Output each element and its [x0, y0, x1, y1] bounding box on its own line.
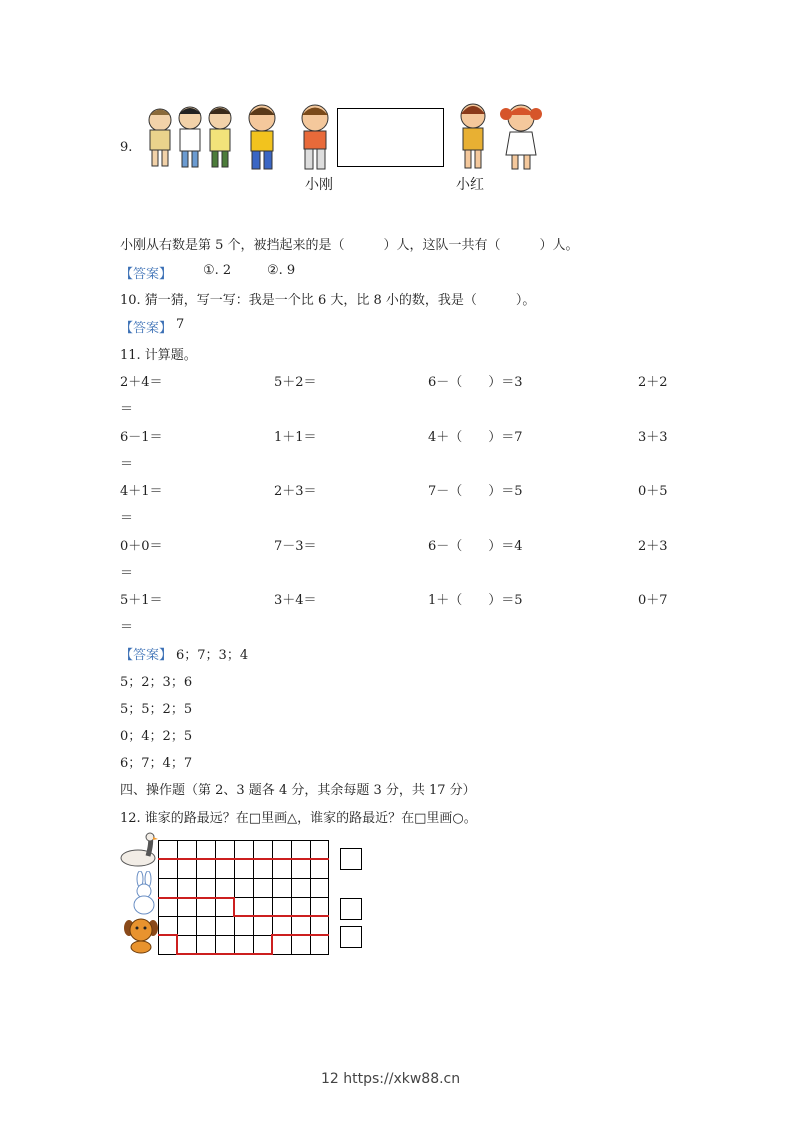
calc-cell: 4＋（ ）＝7	[428, 430, 523, 445]
goose-answer-box[interactable]	[340, 848, 362, 870]
boy-yellow-shirt-illustration	[242, 102, 282, 174]
calc-cell: 3＋4＝	[274, 593, 317, 608]
kids-group-illustration	[140, 100, 240, 175]
calc-cell: 1＋（ ）＝5	[428, 593, 523, 608]
goose-icon	[118, 832, 158, 868]
rabbit-answer-box[interactable]	[340, 898, 362, 920]
calc-wrap: ＝	[120, 457, 134, 472]
q12-text: 12. 谁家的路最远？在□里画△，谁家的路最近？在□里画○。	[120, 811, 477, 826]
covered-box	[337, 108, 444, 167]
calc-cell: 7－（ ）＝5	[428, 484, 523, 499]
q11-answer-line: 6；7；3；4	[176, 648, 249, 663]
q9-text: 小刚从右数是第 5 个，被挡起来的是（ ）人，这队一共有（ ）人。	[120, 238, 579, 253]
rabbit-icon	[128, 871, 160, 915]
q11-answer-tag: 【答案】	[120, 648, 173, 663]
calc-wrap: ＝	[120, 620, 134, 635]
calc-cell: 0＋5	[638, 484, 668, 499]
kid-1-illustration	[149, 109, 171, 166]
calc-cell: 0＋0＝	[120, 539, 163, 554]
xiaohong-illustration	[456, 100, 490, 172]
q9-answer-1: ①. 2	[203, 263, 232, 278]
rabbit-path	[158, 898, 329, 916]
calc-cell: 2＋3＝	[274, 484, 317, 499]
girl-pigtails-illustration	[498, 100, 544, 172]
q9-number: 9.	[120, 140, 133, 155]
calc-cell: 6－（ ）＝3	[428, 375, 523, 390]
calc-cell: 0＋7	[638, 593, 668, 608]
calc-cell: 3＋3	[638, 430, 668, 445]
q11-title: 11. 计算题。	[120, 348, 197, 363]
calc-cell: 6－（ ）＝4	[428, 539, 523, 554]
label-xiaogang: 小刚	[305, 177, 333, 193]
calc-cell: 2＋4＝	[120, 375, 163, 390]
page-footer: 12 https://xkw88.cn	[321, 1071, 461, 1087]
label-xiaohong: 小红	[456, 177, 484, 193]
kid-3-illustration	[209, 107, 231, 167]
kid-2-illustration	[179, 107, 201, 167]
dog-answer-box[interactable]	[340, 926, 362, 948]
calc-cell: 6－1＝	[120, 430, 163, 445]
q11-answer-line: 0；4；2；5	[120, 729, 193, 744]
calc-cell: 2＋2	[638, 375, 668, 390]
q10-text: 10. 猜一猜，写一写：我是一个比 6 大，比 8 小的数，我是（ ）。	[120, 293, 536, 308]
section-4-title: 四、操作题（第 2、3 题各 4 分，其余每题 3 分，共 17 分）	[120, 783, 476, 798]
calc-cell: 5＋1＝	[120, 593, 163, 608]
dog-icon	[123, 916, 159, 954]
q9-answer-2: ②. 9	[267, 263, 296, 278]
calc-cell: 4＋1＝	[120, 484, 163, 499]
q11-answer-line: 5；5；2；5	[120, 702, 193, 717]
q11-answer-line: 5；2；3；6	[120, 675, 193, 690]
xiaogang-illustration	[295, 102, 335, 174]
q10-answer-tag: 【答案】	[120, 321, 173, 336]
q10-answer: 7	[176, 317, 185, 332]
road-grid	[158, 840, 330, 956]
calc-cell: 5＋2＝	[274, 375, 317, 390]
calc-cell: 7－3＝	[274, 539, 317, 554]
dog-path	[158, 935, 329, 954]
calc-cell: 1＋1＝	[274, 430, 317, 445]
calc-wrap: ＝	[120, 566, 134, 581]
calc-cell: 2＋3	[638, 539, 668, 554]
q9-answer-tag: 【答案】	[120, 267, 173, 282]
calc-wrap: ＝	[120, 511, 134, 526]
q11-answer-line: 6；7；4；7	[120, 756, 193, 771]
calc-wrap: ＝	[120, 402, 134, 417]
